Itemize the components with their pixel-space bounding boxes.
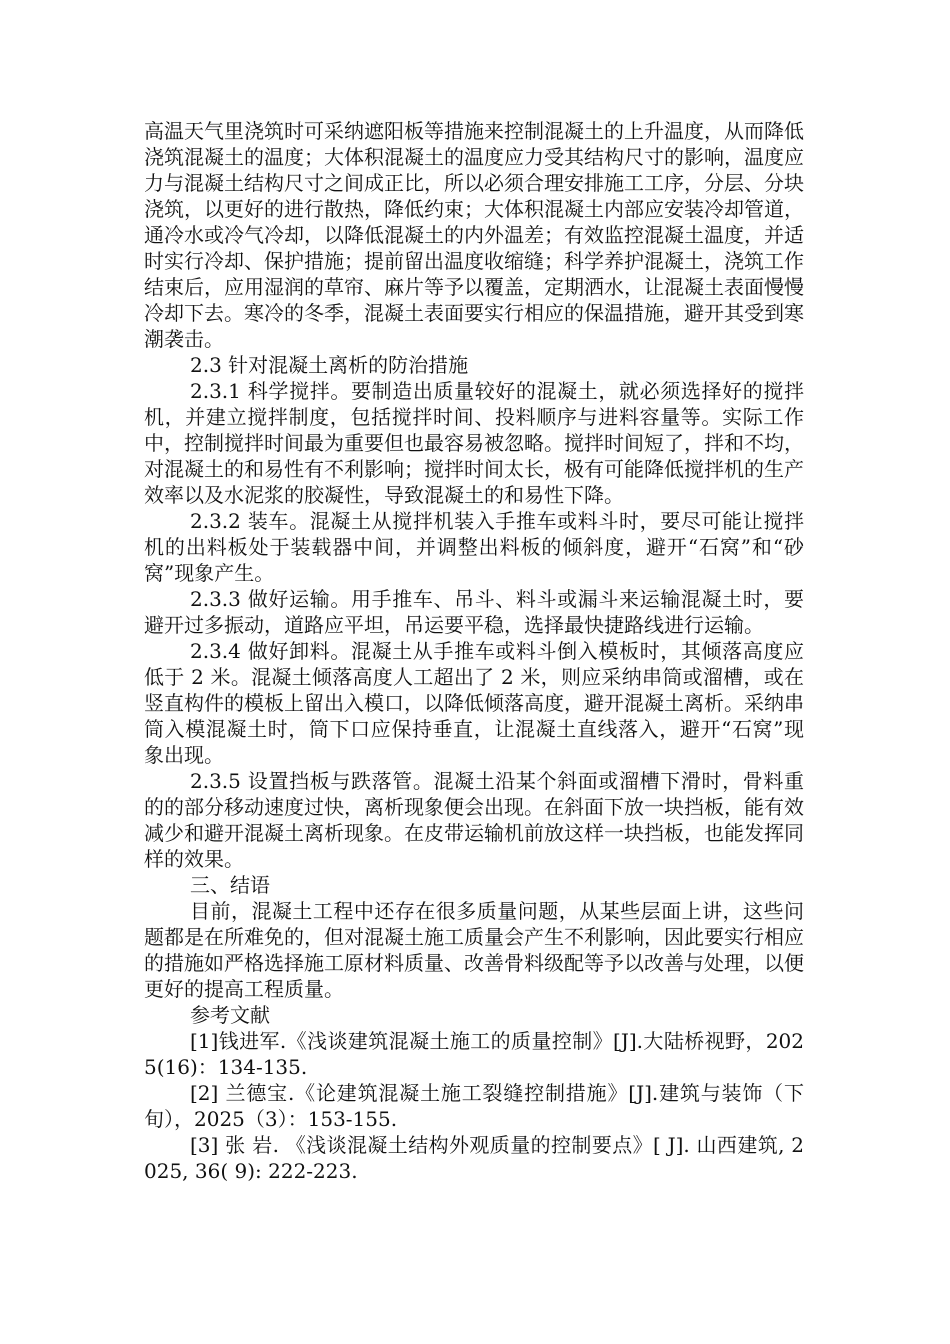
reference-item-1: [1]钱进军.《浅谈建筑混凝土施工的质量控制》[J].大陆桥视野，2025(16)：134-135. xyxy=(144,1029,804,1079)
paragraph-2-3-2: 2.3.2 装车。混凝土从搅拌机装入手推车或料斗时，要尽可能让搅拌机的出料板处于装载器中间，并调整出料板的倾斜度，避开“石窝”和“砂窝”现象产生。 xyxy=(144,509,804,585)
section-heading-conclusion: 三、结语 xyxy=(190,873,270,897)
paragraph-2-3-1: 2.3.1 科学搅拌。要制造出质量较好的混凝土，就必须选择好的搅拌机，并建立搅拌制度，包括搅拌时间、投料顺序与进料容量等。实际工作中，控制搅拌时间最为重要但也最容易被忽略。搅拌时间短了，拌和不均，对混凝土的和易性有不利影响；搅拌时间太长，极有可能降低搅拌机的生产效率以及水泥浆的胶凝性，导致混凝土的和易性下降。 xyxy=(144,379,804,507)
reference-item-2: [2] 兰德宝.《论建筑混凝土施工裂缝控制措施》[J].建筑与装饰（下旬），2025（3）：153-155. xyxy=(144,1081,804,1131)
paragraph-2-3-5: 2.3.5 设置挡板与跌落管。混凝土沿某个斜面或溜槽下滑时，骨料重的的部分移动速度过快，离析现象便会出现。在斜面下放一块挡板，能有效减少和避开混凝土离析现象。在皮带运输机前放这样一块挡板，也能发挥同样的效果。 xyxy=(144,769,804,871)
paragraph-conclusion: 目前，混凝土工程中还存在很多质量问题，从某些层面上讲，这些问题都是在所难免的，但对混凝土施工质量会产生不利影响，因此要实行相应的措施如严格选择施工原材料质量、改善骨料级配等予以改善与处理，以便更好的提高工程质量。 xyxy=(144,899,804,1001)
document-body xyxy=(144,118,804,1184)
reference-item-3: [3] 张 岩. 《浅谈混凝土结构外观质量的控制要点》[ J]. 山西建筑, 2025, 36( 9): 222-223. xyxy=(144,1133,804,1183)
paragraph-temperature-control: 高温天气里浇筑时可采纳遮阳板等措施来控制混凝土的上升温度，从而降低浇筑混凝土的温度；大体积混凝土的温度应力受其结构尺寸的影响，温度应力与混凝土结构尺寸之间成正比，所以必须合理安排施工工序，分层、分块浇筑，以更好的进行散热，降低约束；大体积混凝土内部应安装冷却管道，通冷水或冷气冷却，以降低混凝土的内外温差；有效监控混凝土温度，并适时实行冷却、保护措施；提前留出温度收缩缝；科学养护混凝土，浇筑工作结束后，应用湿润的草帘、麻片等予以覆盖，定期洒水，让混凝土表面慢慢冷却下去。寒冷的冬季，混凝土表面要实行相应的保温措施，避开其受到寒潮袭击。 xyxy=(144,119,804,351)
references-heading: 参考文献 xyxy=(190,1003,270,1027)
paragraph-2-3-3: 2.3.3 做好运输。用手推车、吊斗、料斗或漏斗来运输混凝土时，要避开过多振动，道路应平坦，吊运要平稳，选择最快捷路线进行运输。 xyxy=(144,587,804,637)
paragraph-2-3-4: 2.3.4 做好卸料。混凝土从手推车或料斗倒入模板时，其倾落高度应低于 2 米。混凝土倾落高度人工超出了 2 米，则应采纳串筒或溜槽，或在竖直构件的模板上留出入模口，以降低倾落高度，避开混凝土离析。采纳串筒入模混凝土时，筒下口应保持垂直，让混凝土直线落入，避开“石窝”现象出现。 xyxy=(144,639,804,767)
section-heading-2-3: 2.3 针对混凝土离析的防治措施 xyxy=(190,353,469,377)
